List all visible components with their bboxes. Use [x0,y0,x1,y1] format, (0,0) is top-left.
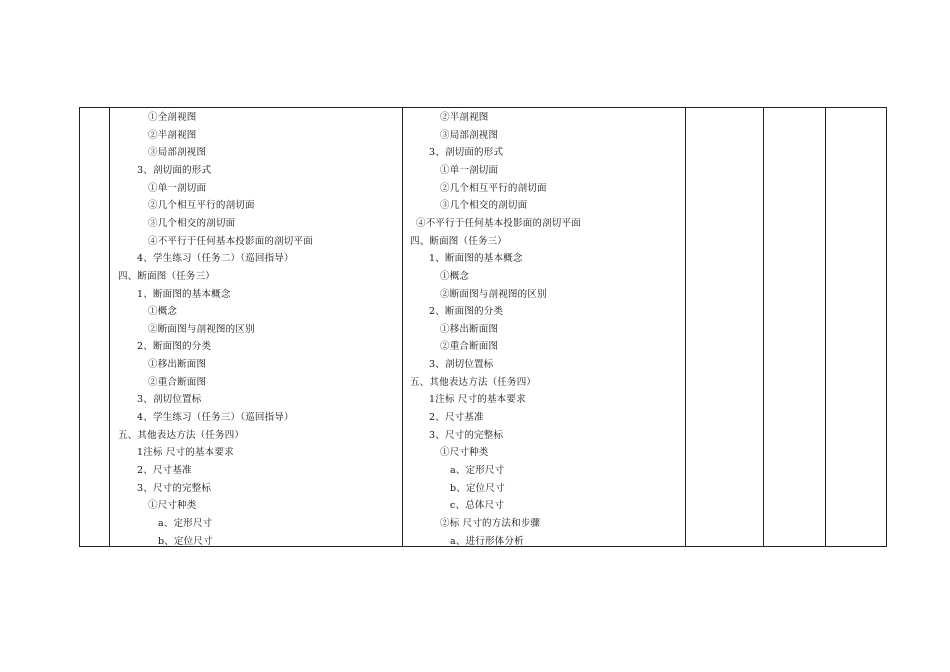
outline-line-left: ③局部剖视图 [148,147,207,159]
outline-line-right: ①移出断面图 [440,323,499,335]
outline-line-right: 五、其他表达方法（任务四） [410,376,537,388]
outline-line-left: ①单一剖切面 [148,182,207,194]
outline-line-left: 1、断面图的基本概念 [137,288,231,300]
outline-line-right: 1、断面图的基本概念 [429,253,523,265]
outline-line-right: 2、尺寸基准 [429,412,484,424]
outline-line-left: ①尺寸种类 [148,500,197,512]
outline-line-right: ②标 尺寸的方法和步骤 [440,517,541,529]
outline-line-right: ①概念 [440,270,470,282]
outline-line-right: a、进行形体分析 [450,535,524,546]
outline-line-right: ③局部剖视图 [440,129,499,141]
outline-line-left: ②断面图与剖视图的区别 [148,323,255,335]
outline-line-left: 3、剖切位置标 [137,394,202,406]
outline-line-left: 4、学生练习（任务二）（巡回指导） [137,253,294,265]
column-divider [685,108,686,546]
outline-line-left: 1注标 尺寸的基本要求 [137,447,234,459]
outline-line-right: b、定位尺寸 [450,482,505,494]
outline-line-left: 3、剖切面的形式 [137,164,212,176]
teacher-activity-cell [110,108,401,546]
outline-line-right: a、定形尺寸 [450,465,505,476]
column-divider [825,108,826,546]
outline-line-left: 五、其他表达方法（任务四） [118,429,245,441]
outline-line-left: ①概念 [148,306,178,318]
outline-line-right: 四、断面图（任务三） [410,235,508,247]
outline-line-right: ②几个相互平行的剖切面 [440,182,547,194]
column-divider [763,108,764,546]
outline-line-right: 1注标 尺寸的基本要求 [429,394,526,406]
outline-line-left: 2、尺寸基准 [137,465,192,476]
outline-line-right: 2、断面图的分类 [429,306,504,318]
outline-line-right: ②断面图与剖视图的区别 [440,288,547,300]
outline-line-left: 4、学生练习（任务三）（巡回指导） [137,412,294,424]
outline-line-left: ④不平行于任何基本投影面的剖切平面 [148,235,313,247]
outline-line-right: ①单一剖切面 [440,164,499,176]
outline-line-right: 3、尺寸的完整标 [429,429,504,441]
outline-line-left: 四、断面图（任务三） [118,270,216,282]
outline-line-right: ②半剖视图 [440,112,489,123]
outline-line-left: b、定位尺寸 [158,535,213,546]
outline-line-right: 3、剖切位置标 [429,359,494,371]
outline-line-left: 3、尺寸的完整标 [137,482,212,494]
outline-line-left: a、定形尺寸 [158,517,213,529]
outline-line-right: 3、剖切面的形式 [429,147,504,159]
outline-line-right: c、总体尺寸 [450,500,505,512]
outline-line-left: ①移出断面图 [148,359,207,371]
student-activity-cell [403,108,684,546]
outline-line-left: ②半剖视图 [148,129,197,141]
outline-line-left: ③几个相交的剖切面 [148,217,236,229]
outline-line-right: ①尺寸种类 [440,447,489,459]
lesson-plan-table [79,107,887,547]
outline-line-left: ②重合断面图 [148,376,207,388]
outline-line-right: ③几个相交的剖切面 [440,200,528,212]
outline-line-left: 2、断面图的分类 [137,341,212,353]
outline-line-right: ④不平行于任何基本投影面的剖切平面 [416,217,581,229]
outline-line-left: ①全剖视图 [148,112,197,123]
outline-line-right: ②重合断面图 [440,341,499,353]
outline-line-left: ②几个相互平行的剖切面 [148,200,255,212]
